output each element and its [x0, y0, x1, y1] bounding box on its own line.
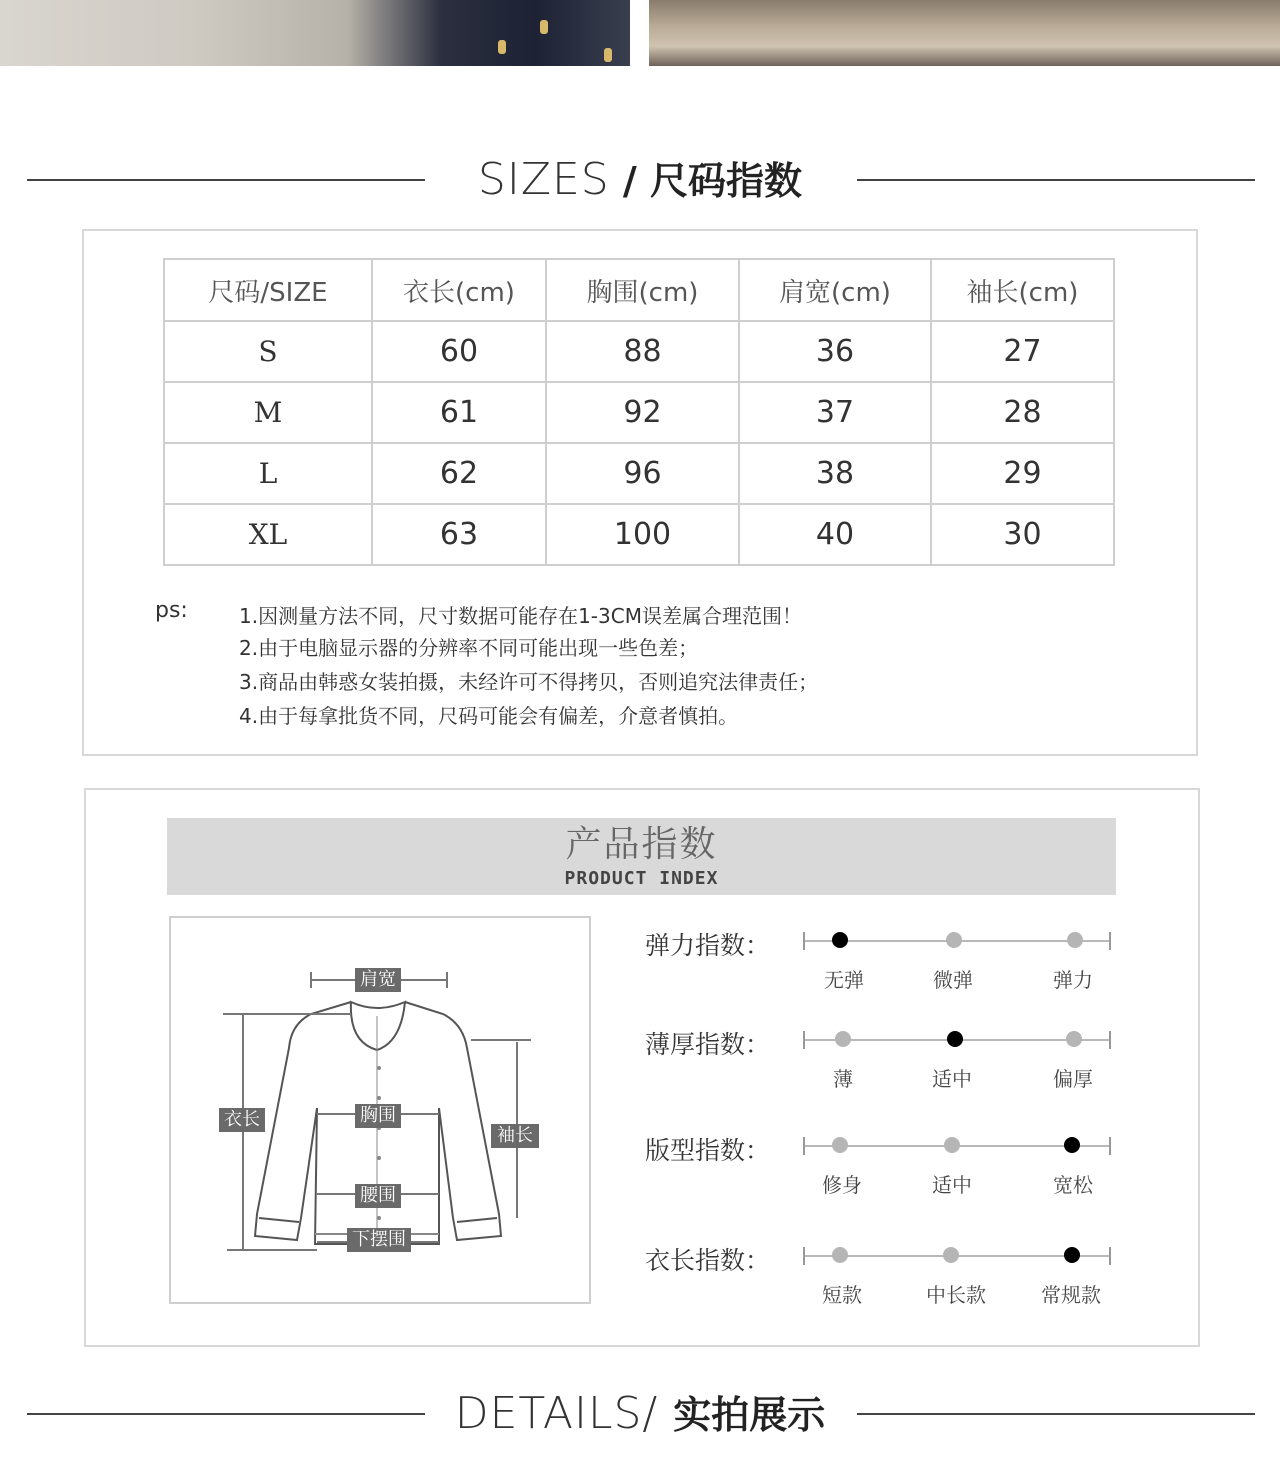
table-cell: 92 [546, 382, 739, 443]
index-track-tick [1109, 1137, 1111, 1155]
index-track-tick [803, 1137, 805, 1155]
sizes-section-title [0, 150, 1280, 210]
table-cell: 30 [931, 504, 1114, 565]
table-cell: 88 [546, 321, 739, 382]
table-cell: 38 [739, 443, 931, 504]
size-cell: XL [164, 504, 372, 565]
size-cell: S [164, 321, 372, 382]
index-dot [832, 932, 848, 948]
photo-pattern-dot [604, 48, 612, 62]
index-option: 常规款 [1041, 1283, 1101, 1307]
note-item: 3.商品由韩惑女装拍摄，未经许可不得拷贝，否则追究法律责任； [239, 670, 819, 694]
table-cell: 63 [372, 504, 546, 565]
note-item: 4.由于每拿批货不同，尺码可能会有偏差，介意者慎拍。 [239, 704, 739, 728]
elasticity-index [645, 926, 1125, 996]
size-table [163, 258, 1115, 566]
details-section-title [0, 1384, 1280, 1444]
index-label: 版型指数： [645, 1136, 771, 1165]
index-label: 薄厚指数： [645, 1030, 771, 1059]
size-table-header-row [164, 259, 1114, 321]
index-option: 弹力 [1053, 968, 1093, 992]
table-cell: 60 [372, 321, 546, 382]
notes-prefix: ps: [155, 598, 188, 623]
table-cell: 29 [931, 443, 1114, 504]
size-cell: M [164, 382, 372, 443]
index-dot [944, 1137, 960, 1153]
length-index [645, 1241, 1125, 1311]
index-track-tick [1109, 932, 1111, 950]
sizes-title-en: SIZES [477, 154, 610, 205]
index-dot [947, 1031, 963, 1047]
index-dot [1067, 932, 1083, 948]
table-row [164, 382, 1114, 443]
size-table-header: 衣长(cm) [372, 259, 546, 321]
index-option: 短款 [822, 1283, 862, 1307]
index-dot [1066, 1031, 1082, 1047]
size-table-header: 袖长(cm) [931, 259, 1114, 321]
table-cell: 61 [372, 382, 546, 443]
index-track-tick [803, 1247, 805, 1265]
sizes-title-cn: 尺码指数 [650, 159, 803, 203]
index-option: 无弹 [824, 968, 864, 992]
size-table-header: 肩宽(cm) [739, 259, 931, 321]
diagram-label-chest: 胸围 [360, 1105, 396, 1126]
index-track-tick [803, 1031, 805, 1049]
index-option: 修身 [822, 1173, 862, 1197]
diagram-label-shoulder: 肩宽 [360, 969, 396, 990]
sizes-title-text [0, 150, 1280, 211]
photo-pattern-dot [540, 20, 548, 34]
diagram-label-hem: 下摆围 [352, 1229, 406, 1250]
photo-pattern-dot [498, 40, 506, 54]
index-dot [835, 1031, 851, 1047]
details-title-sep: / [642, 1388, 674, 1439]
diagram-label-sleeve: 袖长 [497, 1125, 533, 1146]
index-dot [832, 1137, 848, 1153]
index-dot [1064, 1137, 1080, 1153]
thickness-index [645, 1025, 1125, 1095]
table-cell: 100 [546, 504, 739, 565]
table-cell: 28 [931, 382, 1114, 443]
product-photo-right [649, 0, 1280, 66]
size-cell: L [164, 443, 372, 504]
index-label: 弹力指数： [645, 931, 771, 960]
table-cell: 27 [931, 321, 1114, 382]
fit-index [645, 1131, 1125, 1201]
garment-measurement-diagram [169, 916, 591, 1304]
details-title-en: DETAILS [454, 1388, 643, 1439]
index-track-tick [803, 932, 805, 950]
note-item: 1.因测量方法不同，尺寸数据可能存在1-3CM误差属合理范围！ [239, 604, 802, 628]
index-option: 薄 [833, 1067, 853, 1091]
index-track-tick [1109, 1247, 1111, 1265]
index-option: 中长款 [926, 1283, 986, 1307]
size-table-header: 尺码/SIZE [164, 259, 372, 321]
product-index-title-cn: 产品指数 [565, 824, 718, 865]
details-title-text [0, 1384, 1280, 1445]
product-index-title-en: PRODUCT INDEX [564, 868, 719, 889]
size-table-header: 胸围(cm) [546, 259, 739, 321]
diagram-label-length: 衣长 [224, 1109, 260, 1130]
index-dot [832, 1247, 848, 1263]
index-option: 微弹 [933, 968, 973, 992]
table-cell: 37 [739, 382, 931, 443]
table-row [164, 504, 1114, 565]
table-row [164, 321, 1114, 382]
product-photo-left [0, 0, 630, 66]
index-dot [946, 932, 962, 948]
product-index-header [167, 818, 1116, 895]
index-dot [943, 1247, 959, 1263]
note-item: 2.由于电脑显示器的分辨率不同可能出现一些色差； [239, 636, 699, 660]
index-option: 偏厚 [1053, 1067, 1093, 1091]
sizes-title-sep: / [609, 159, 651, 203]
table-cell: 62 [372, 443, 546, 504]
diagram-label-waist: 腰围 [360, 1185, 396, 1206]
index-track-tick [1109, 1031, 1111, 1049]
table-cell: 96 [546, 443, 739, 504]
index-label: 衣长指数： [645, 1246, 771, 1275]
table-row [164, 443, 1114, 504]
details-title-cn: 实拍展示 [673, 1393, 826, 1437]
index-dot [1064, 1247, 1080, 1263]
table-cell: 36 [739, 321, 931, 382]
index-option: 宽松 [1053, 1173, 1093, 1197]
index-option: 适中 [932, 1173, 972, 1197]
table-cell: 40 [739, 504, 931, 565]
index-option: 适中 [932, 1067, 972, 1091]
